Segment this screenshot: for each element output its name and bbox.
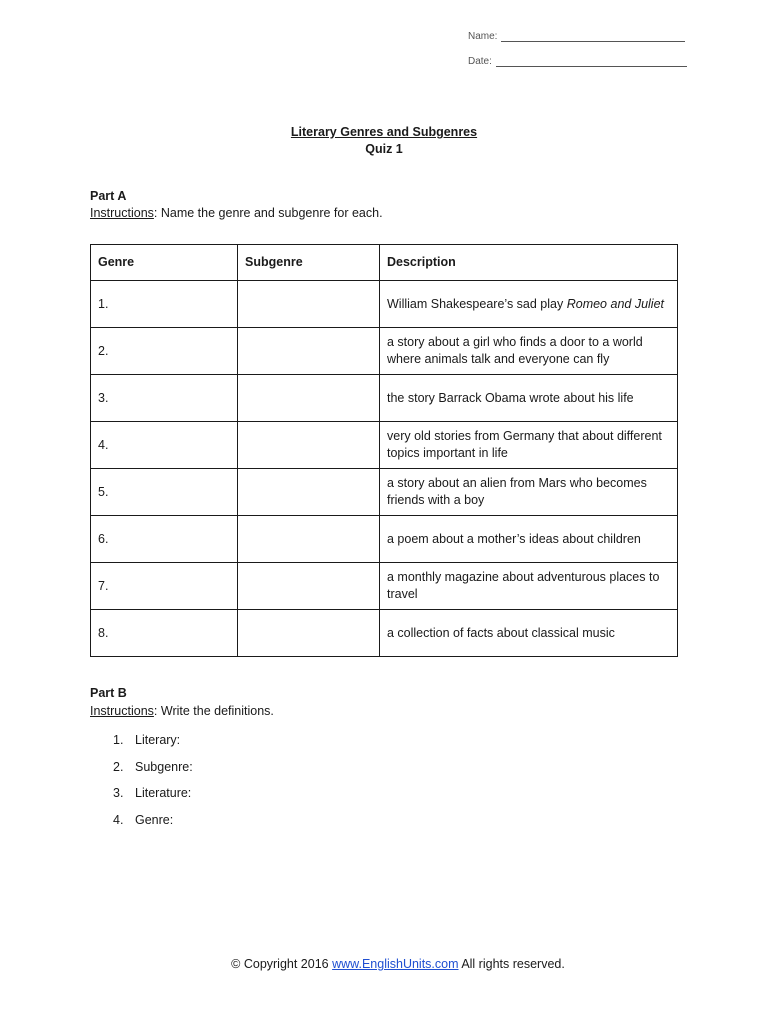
description-cell bbox=[380, 610, 678, 657]
description-cell bbox=[380, 422, 678, 469]
name-date-fields bbox=[468, 28, 687, 78]
table-row bbox=[91, 516, 678, 563]
copyright-text: © Copyright 2016 bbox=[231, 957, 333, 971]
date-line bbox=[496, 55, 687, 67]
description-cell bbox=[380, 469, 678, 516]
description-cell bbox=[380, 516, 678, 563]
definition-number: 1. bbox=[113, 733, 124, 747]
header-subgenre: Subgenre bbox=[238, 245, 380, 281]
description-text: a poem about a mother’s ideas about children bbox=[387, 531, 641, 546]
definition-number: 3. bbox=[113, 786, 124, 800]
definition-item bbox=[113, 760, 193, 787]
subgenre-cell[interactable] bbox=[238, 516, 380, 563]
name-label: Name: bbox=[468, 31, 498, 42]
genre-cell[interactable]: 2. bbox=[91, 328, 238, 375]
name-field[interactable] bbox=[468, 28, 687, 42]
part-a-instructions-label: Instructions bbox=[90, 206, 154, 220]
genre-cell[interactable]: 5. bbox=[91, 469, 238, 516]
subgenre-cell[interactable] bbox=[238, 328, 380, 375]
genre-cell[interactable]: 8. bbox=[91, 610, 238, 657]
subgenre-cell[interactable] bbox=[238, 281, 380, 328]
description-text: a collection of facts about classical music bbox=[387, 625, 615, 640]
genre-cell[interactable]: 1. bbox=[91, 281, 238, 328]
quiz-title: Literary Genres and Subgenres bbox=[290, 125, 478, 139]
part-a-instructions-text: : Name the genre and subgenre for each. bbox=[153, 206, 383, 220]
definition-label: Subgenre: bbox=[135, 759, 193, 774]
description-cell bbox=[380, 281, 678, 328]
description-text: a monthly magazine about adventurous places to travel bbox=[387, 570, 660, 601]
description-text: William Shakespeare’s sad play bbox=[387, 296, 567, 311]
header-genre: Genre bbox=[91, 245, 238, 281]
part-b-heading: Part B bbox=[90, 686, 127, 700]
date-label: Date: bbox=[468, 56, 492, 67]
genre-cell[interactable]: 3. bbox=[91, 375, 238, 422]
genre-cell[interactable]: 4. bbox=[91, 422, 238, 469]
description-text: the story Barrack Obama wrote about his life bbox=[387, 390, 634, 405]
table-row bbox=[91, 375, 678, 422]
definition-item bbox=[113, 786, 193, 813]
table-row bbox=[91, 422, 678, 469]
genre-table bbox=[90, 244, 678, 657]
table-body bbox=[91, 281, 678, 657]
genre-cell[interactable]: 6. bbox=[91, 516, 238, 563]
rights-text: All rights reserved. bbox=[458, 957, 565, 971]
definition-number: 4. bbox=[113, 812, 124, 827]
table-row bbox=[91, 563, 678, 610]
definition-label: Genre: bbox=[135, 812, 174, 827]
table-row bbox=[91, 328, 678, 375]
table-row bbox=[91, 281, 678, 328]
subgenre-cell[interactable] bbox=[238, 563, 380, 610]
description-cell bbox=[380, 328, 678, 375]
subgenre-cell[interactable] bbox=[238, 375, 380, 422]
description-text: very old stories from Germany that about different topics important in life bbox=[387, 429, 662, 460]
part-b-instructions-text: : Write the definitions. bbox=[153, 704, 274, 718]
part-a-instructions bbox=[90, 206, 383, 220]
quiz-title-block bbox=[0, 124, 768, 158]
part-a-heading: Part A bbox=[90, 189, 127, 203]
header-description: Description bbox=[380, 245, 678, 281]
description-text: a story about a girl who finds a door to a world where animals talk and everyone can fly bbox=[387, 335, 643, 366]
date-field[interactable] bbox=[468, 53, 687, 67]
definition-label: Literary: bbox=[135, 733, 181, 747]
name-line bbox=[501, 30, 685, 42]
definition-label: Literature: bbox=[135, 786, 192, 800]
description-text: a story about an alien from Mars who becomes friends with a boy bbox=[387, 476, 647, 507]
definition-item bbox=[113, 813, 193, 840]
footer bbox=[0, 957, 768, 971]
description-cell bbox=[380, 375, 678, 422]
definition-item bbox=[113, 733, 193, 760]
subgenre-cell[interactable] bbox=[238, 469, 380, 516]
definitions-list bbox=[113, 733, 193, 839]
website-link[interactable]: www.EnglishUnits.com bbox=[332, 957, 459, 971]
subgenre-cell[interactable] bbox=[238, 610, 380, 657]
description-cell bbox=[380, 563, 678, 610]
definition-number: 2. bbox=[113, 759, 124, 774]
table-header-row bbox=[91, 245, 678, 281]
table-row bbox=[91, 610, 678, 657]
part-b-instructions-label: Instructions bbox=[90, 704, 154, 718]
subgenre-cell[interactable] bbox=[238, 422, 380, 469]
part-b-instructions bbox=[90, 704, 274, 718]
quiz-subtitle: Quiz 1 bbox=[365, 142, 403, 156]
table-row bbox=[91, 469, 678, 516]
description-title-italic: Romeo and Juliet bbox=[566, 296, 664, 311]
genre-cell[interactable]: 7. bbox=[91, 563, 238, 610]
